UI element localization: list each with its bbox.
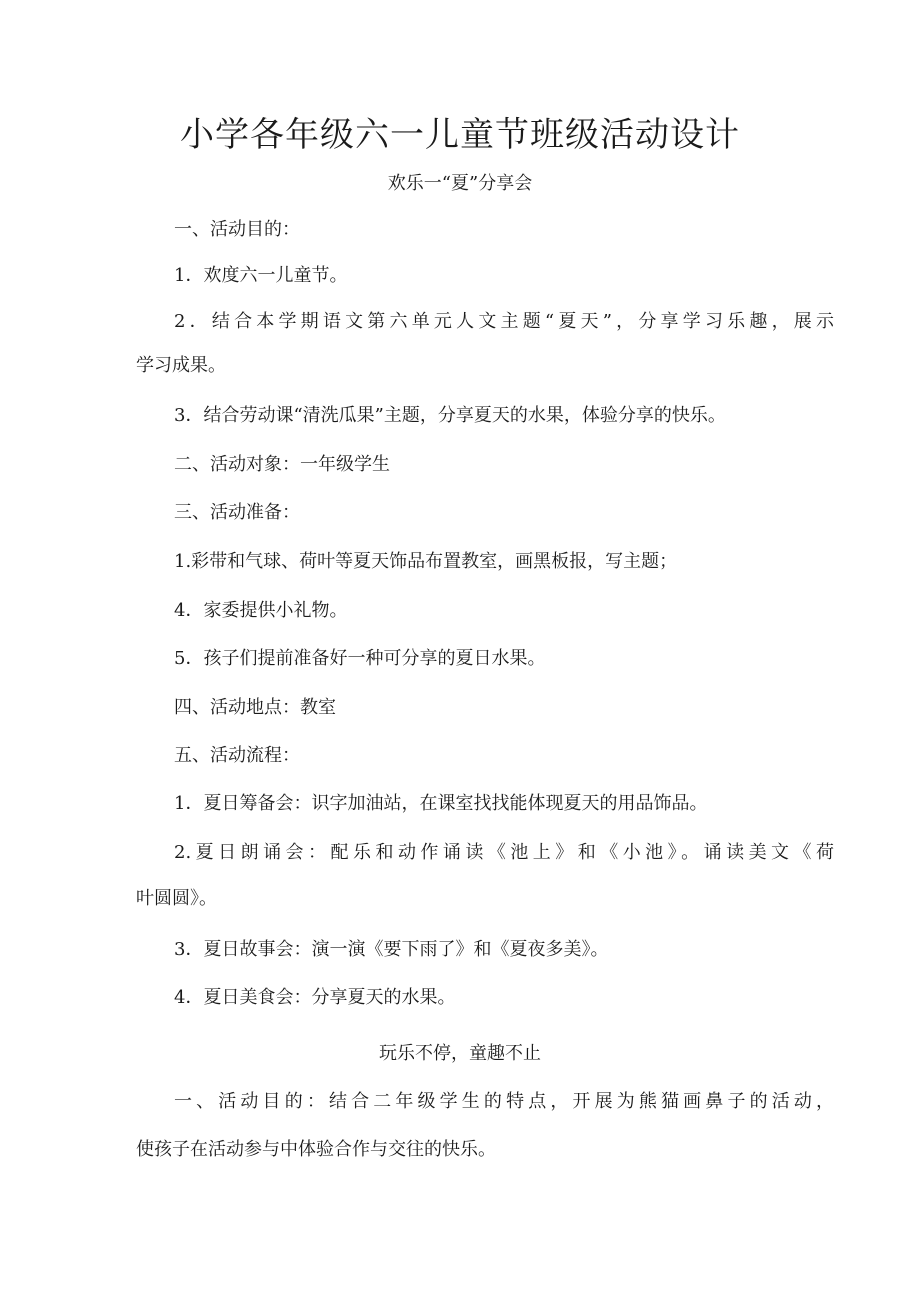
section1-prep-item-1: 1.彩带和气球、荷叶等夏天饰品布置教室，画黑板报，写主题； [174, 551, 678, 572]
section1-purpose-heading: 一、活动目的： [174, 219, 300, 240]
section1-flow-item-3: 3．夏日故事会：演一演《要下雨了》和《夏夜多美》。 [174, 939, 609, 960]
section1-purpose-item-3: 3．结合劳动课“清洗瓜果”主题，分享夏天的水果，体验分享的快乐。 [174, 405, 726, 426]
section1-flow-item-1: 1．夏日筹备会：识字加油站，在课室找找能体现夏天的用品饰品。 [174, 793, 708, 814]
section1-prep-heading: 三、活动准备： [174, 502, 300, 523]
section1-prep-item-5: 5．孩子们提前准备好一种可分享的夏日水果。 [174, 648, 546, 669]
section2-purpose-line2: 使孩子在活动参与中体验合作与交往的快乐。 [136, 1139, 496, 1160]
section1-purpose-item-2-line1: 2．结合本学期语文第六单元人文主题“夏天”，分享学习乐趣，展示 [174, 311, 834, 332]
section1-flow-item-2-line2: 叶圆圆》。 [136, 888, 217, 909]
section1-flow-heading: 五、活动流程： [174, 745, 300, 766]
section1-purpose-item-1: 1．欢度六一儿童节。 [174, 265, 348, 286]
document-title: 小学各年级六一儿童节班级活动设计 [180, 115, 740, 155]
section1-target: 二、活动对象：一年级学生 [174, 454, 390, 475]
section1-flow-item-4: 4．夏日美食会：分享夏天的水果。 [174, 987, 456, 1008]
section1-purpose-item-2-line2: 学习成果。 [136, 355, 226, 376]
section2-purpose-line1: 一、活动目的：结合二年级学生的特点，开展为熊猫画鼻子的活动， [174, 1091, 834, 1112]
section1-prep-item-4: 4．家委提供小礼物。 [174, 600, 348, 621]
section1-subtitle: 欢乐一“夏”分享会 [387, 173, 533, 194]
section2-subtitle: 玩乐不停，童趣不止 [379, 1043, 541, 1064]
section1-flow-item-2-line1: 2.夏日朗诵会：配乐和动作诵读《池上》和《小池》。诵读美文《荷 [174, 842, 834, 863]
section1-location: 四、活动地点：教室 [174, 697, 336, 718]
